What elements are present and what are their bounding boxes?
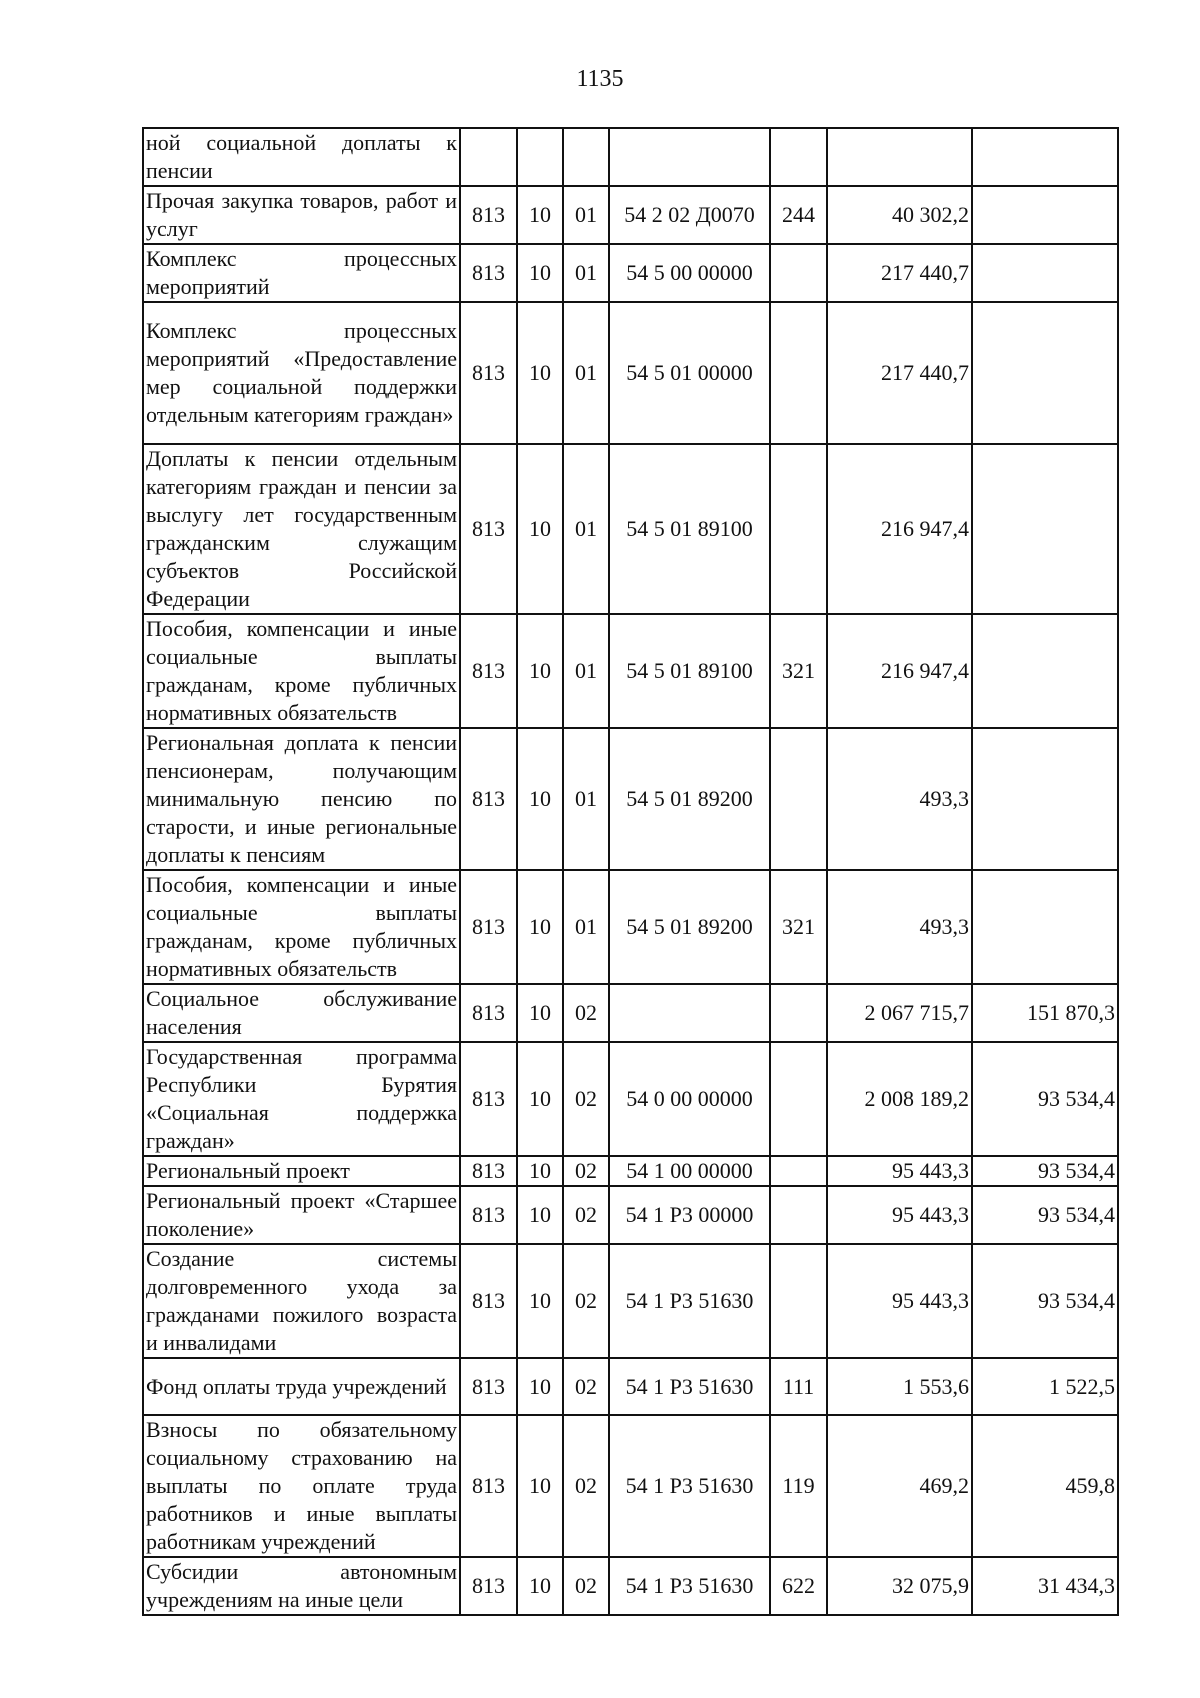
table-row <box>143 1244 1118 1358</box>
target-article-cell <box>609 984 770 1042</box>
grbs-code-cell: 813 <box>460 444 517 614</box>
expense-type-cell <box>770 444 827 614</box>
section-code-cell: 10 <box>517 1557 563 1615</box>
section-code-cell: 10 <box>517 1244 563 1358</box>
subsection-code-cell: 02 <box>563 1244 609 1358</box>
expense-type-cell: 622 <box>770 1557 827 1615</box>
expense-type-cell <box>770 1042 827 1156</box>
amount-cell: 95 443,3 <box>827 1244 972 1358</box>
subsection-code-cell: 02 <box>563 1186 609 1244</box>
expense-type-cell <box>770 128 827 186</box>
subsection-code-cell: 02 <box>563 1557 609 1615</box>
amount-cell: 32 075,9 <box>827 1557 972 1615</box>
row-name-cell: Региональная доплата к пенсии пенсионерам, получающим минимальную пенсию по старости, и иные региональные доплаты к пенсиям <box>143 728 460 870</box>
row-name-cell: Субсидии автономным учреждениям на иные цели <box>143 1557 460 1615</box>
amount-cell: 217 440,7 <box>827 244 972 302</box>
expense-type-cell <box>770 302 827 444</box>
expense-type-cell <box>770 984 827 1042</box>
section-code-cell: 10 <box>517 244 563 302</box>
budget-table <box>142 127 1119 1616</box>
section-code-cell: 10 <box>517 444 563 614</box>
grbs-code-cell: 813 <box>460 1244 517 1358</box>
section-code-cell <box>517 128 563 186</box>
federal-amount-cell <box>972 870 1118 984</box>
table-row <box>143 244 1118 302</box>
subsection-code-cell: 01 <box>563 870 609 984</box>
federal-amount-cell: 31 434,3 <box>972 1557 1118 1615</box>
row-name-cell: Региональный проект «Старшее поколение» <box>143 1186 460 1244</box>
table-row <box>143 444 1118 614</box>
subsection-code-cell: 01 <box>563 614 609 728</box>
table-row <box>143 302 1118 444</box>
amount-cell: 1 553,6 <box>827 1358 972 1415</box>
amount-cell: 493,3 <box>827 870 972 984</box>
subsection-code-cell: 01 <box>563 186 609 244</box>
grbs-code-cell: 813 <box>460 186 517 244</box>
target-article-cell: 54 5 01 89200 <box>609 728 770 870</box>
row-name-cell: Пособия, компенсации и иные социальные выплаты гражданам, кроме публичных нормативных обязательств <box>143 614 460 728</box>
grbs-code-cell: 813 <box>460 1557 517 1615</box>
subsection-code-cell: 02 <box>563 984 609 1042</box>
target-article-cell: 54 1 Р3 51630 <box>609 1557 770 1615</box>
federal-amount-cell <box>972 444 1118 614</box>
table-row <box>143 1415 1118 1557</box>
expense-type-cell <box>770 1244 827 1358</box>
expense-type-cell: 119 <box>770 1415 827 1557</box>
grbs-code-cell: 813 <box>460 728 517 870</box>
expense-type-cell: 111 <box>770 1358 827 1415</box>
table-row <box>143 1557 1118 1615</box>
amount-cell: 493,3 <box>827 728 972 870</box>
expense-type-cell <box>770 728 827 870</box>
row-name-cell: Пособия, компенсации и иные социальные выплаты гражданам, кроме публичных нормативных обязательств <box>143 870 460 984</box>
table-row <box>143 1156 1118 1186</box>
table-row <box>143 728 1118 870</box>
federal-amount-cell: 459,8 <box>972 1415 1118 1557</box>
target-article-cell: 54 1 Р3 00000 <box>609 1186 770 1244</box>
federal-amount-cell <box>972 302 1118 444</box>
grbs-code-cell: 813 <box>460 244 517 302</box>
subsection-code-cell: 01 <box>563 302 609 444</box>
section-code-cell: 10 <box>517 1186 563 1244</box>
federal-amount-cell <box>972 244 1118 302</box>
amount-cell: 40 302,2 <box>827 186 972 244</box>
target-article-cell: 54 1 00 00000 <box>609 1156 770 1186</box>
table-row <box>143 1042 1118 1156</box>
amount-cell: 95 443,3 <box>827 1186 972 1244</box>
subsection-code-cell: 02 <box>563 1358 609 1415</box>
grbs-code-cell: 813 <box>460 1156 517 1186</box>
row-name-cell: Взносы по обязательному социальному страхованию на выплаты по оплате труда работников и иные выплаты работникам учреждений <box>143 1415 460 1557</box>
target-article-cell: 54 1 Р3 51630 <box>609 1244 770 1358</box>
table-row <box>143 128 1118 186</box>
federal-amount-cell: 93 534,4 <box>972 1186 1118 1244</box>
row-name-cell: Прочая закупка товаров, работ и услуг <box>143 186 460 244</box>
table-row <box>143 984 1118 1042</box>
amount-cell: 216 947,4 <box>827 444 972 614</box>
expense-type-cell <box>770 1186 827 1244</box>
amount-cell: 2 067 715,7 <box>827 984 972 1042</box>
amount-cell <box>827 128 972 186</box>
amount-cell: 2 008 189,2 <box>827 1042 972 1156</box>
grbs-code-cell: 813 <box>460 1042 517 1156</box>
amount-cell: 469,2 <box>827 1415 972 1557</box>
target-article-cell: 54 1 Р3 51630 <box>609 1358 770 1415</box>
subsection-code-cell: 01 <box>563 728 609 870</box>
section-code-cell: 10 <box>517 302 563 444</box>
section-code-cell: 10 <box>517 1415 563 1557</box>
row-name-cell: Создание системы долговременного ухода за гражданами пожилого возраста и инвалидами <box>143 1244 460 1358</box>
section-code-cell: 10 <box>517 870 563 984</box>
federal-amount-cell <box>972 186 1118 244</box>
grbs-code-cell <box>460 128 517 186</box>
table-row <box>143 870 1118 984</box>
subsection-code-cell: 02 <box>563 1042 609 1156</box>
table-row <box>143 1358 1118 1415</box>
section-code-cell: 10 <box>517 1042 563 1156</box>
section-code-cell: 10 <box>517 728 563 870</box>
row-name-cell: Фонд оплаты труда учреждений <box>143 1358 460 1415</box>
amount-cell: 217 440,7 <box>827 302 972 444</box>
target-article-cell: 54 2 02 Д0070 <box>609 186 770 244</box>
subsection-code-cell: 01 <box>563 244 609 302</box>
federal-amount-cell <box>972 128 1118 186</box>
table-row <box>143 1186 1118 1244</box>
section-code-cell: 10 <box>517 186 563 244</box>
row-name-cell: Социальное обслуживание населения <box>143 984 460 1042</box>
federal-amount-cell: 93 534,4 <box>972 1042 1118 1156</box>
federal-amount-cell: 93 534,4 <box>972 1156 1118 1186</box>
target-article-cell: 54 1 Р3 51630 <box>609 1415 770 1557</box>
grbs-code-cell: 813 <box>460 614 517 728</box>
grbs-code-cell: 813 <box>460 302 517 444</box>
target-article-cell <box>609 128 770 186</box>
section-code-cell: 10 <box>517 1156 563 1186</box>
target-article-cell: 54 5 01 89200 <box>609 870 770 984</box>
grbs-code-cell: 813 <box>460 984 517 1042</box>
expense-type-cell: 321 <box>770 870 827 984</box>
federal-amount-cell: 151 870,3 <box>972 984 1118 1042</box>
subsection-code-cell: 02 <box>563 1156 609 1186</box>
federal-amount-cell: 93 534,4 <box>972 1244 1118 1358</box>
federal-amount-cell <box>972 614 1118 728</box>
amount-cell: 216 947,4 <box>827 614 972 728</box>
row-name-cell: Региональный проект <box>143 1156 460 1186</box>
subsection-code-cell <box>563 128 609 186</box>
row-name-cell: Комплекс процессных мероприятий <box>143 244 460 302</box>
target-article-cell: 54 5 01 89100 <box>609 614 770 728</box>
federal-amount-cell: 1 522,5 <box>972 1358 1118 1415</box>
target-article-cell: 54 5 01 00000 <box>609 302 770 444</box>
grbs-code-cell: 813 <box>460 1358 517 1415</box>
page-number: 1135 <box>576 66 624 92</box>
row-name-cell: Комплекс процессных мероприятий «Предоставление мер социальной поддержки отдельным категориям граждан» <box>143 302 460 444</box>
row-name-cell: ной социальной доплаты к пенсии <box>143 128 460 186</box>
row-name-cell: Государственная программа Республики Бурятия «Социальная поддержка граждан» <box>143 1042 460 1156</box>
expense-type-cell <box>770 1156 827 1186</box>
section-code-cell: 10 <box>517 984 563 1042</box>
table-row <box>143 614 1118 728</box>
row-name-cell: Доплаты к пенсии отдельным категориям граждан и пенсии за выслугу лет государственным гражданским служащим субъектов Российской Федерации <box>143 444 460 614</box>
subsection-code-cell: 01 <box>563 444 609 614</box>
section-code-cell: 10 <box>517 614 563 728</box>
amount-cell: 95 443,3 <box>827 1156 972 1186</box>
grbs-code-cell: 813 <box>460 1415 517 1557</box>
subsection-code-cell: 02 <box>563 1415 609 1557</box>
target-article-cell: 54 5 01 89100 <box>609 444 770 614</box>
expense-type-cell: 321 <box>770 614 827 728</box>
expense-type-cell <box>770 244 827 302</box>
federal-amount-cell <box>972 728 1118 870</box>
grbs-code-cell: 813 <box>460 1186 517 1244</box>
target-article-cell: 54 5 00 00000 <box>609 244 770 302</box>
expense-type-cell: 244 <box>770 186 827 244</box>
section-code-cell: 10 <box>517 1358 563 1415</box>
grbs-code-cell: 813 <box>460 870 517 984</box>
table-row <box>143 186 1118 244</box>
target-article-cell: 54 0 00 00000 <box>609 1042 770 1156</box>
